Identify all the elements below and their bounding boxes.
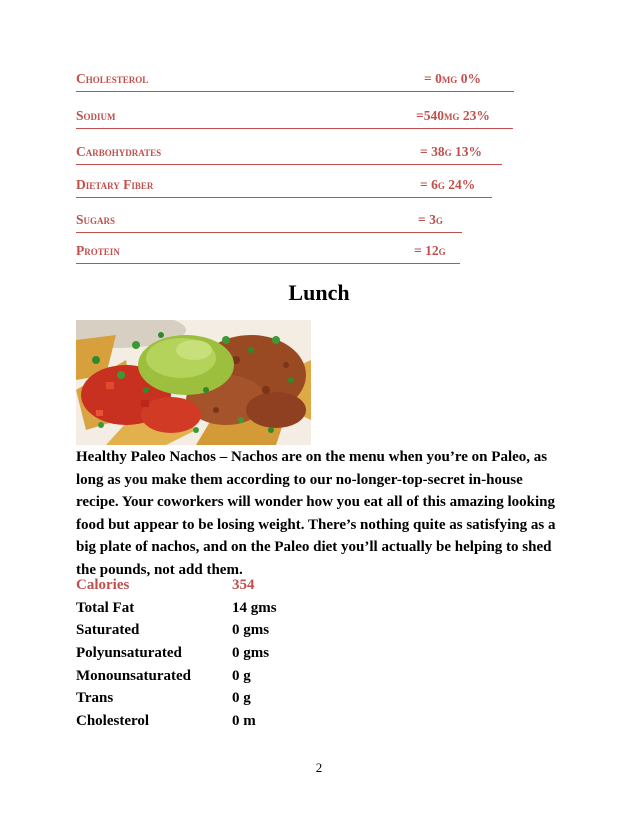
nutrition-value: =540mg 23% [416,108,490,123]
fact-label: Saturated [76,622,140,639]
nutrition-row-carbohydrates [76,144,502,165]
fact-value: 0 gms [232,645,270,662]
nutrition-label: Cholesterol [76,71,149,86]
nutrition-label: Dietary Fiber [76,177,154,192]
fact-value: 0 g [232,667,251,684]
recipe-description: Healthy Paleo Nachos – Nachos are on the menu when you’re on Paleo, as long as you make them according to our no-longer-top-secret in-house recipe. Your coworkers will wonder how you eat all of this amazing looking food but appear to be losing weight. There’s nothing quite as satisfying as a big plate of nachos, and on the Paleo diet you’ll actually be helping to shed the pounds, not add them. [76,449,556,578]
nutrition-row-sodium [76,108,513,129]
fact-value: 0 m [232,713,256,730]
fact-label: Calories [76,577,130,593]
fact-label: Monounsaturated [76,667,192,684]
nutrition-value: = 0mg 0% [424,71,481,86]
fact-label: Polyunsaturated [76,645,182,662]
fact-value: 0 gms [232,622,270,639]
fact-value: 0 g [232,690,251,707]
nutrition-label: Sodium [76,108,116,123]
nutrition-value: = 38g 13% [420,144,482,159]
nutrition-row-dietary-fiber [76,177,492,198]
nutrition-value: = 6g 24% [420,177,476,192]
section-title: Lunch [288,280,350,305]
nutrition-label: Sugars [76,212,116,227]
nutrition-value: = 12g [414,243,446,258]
nutrition-value: = 3g [418,212,443,227]
fact-label: Trans [76,690,114,707]
fact-value: 14 gms [232,599,277,616]
fact-label: Total Fat [76,599,135,616]
nutrition-label: Protein [76,243,120,258]
nutrition-row-sugars [76,212,462,233]
fact-value: 354 [232,577,255,593]
nachos-photo [76,320,311,445]
nutrition-row-protein [76,243,460,264]
nachos-photo-icon [76,320,311,445]
fact-label: Cholesterol [76,713,150,730]
nutrition-row-cholesterol [76,71,514,92]
page-number: 2 [315,760,323,775]
nutrition-label: Carbohydrates [76,144,162,159]
